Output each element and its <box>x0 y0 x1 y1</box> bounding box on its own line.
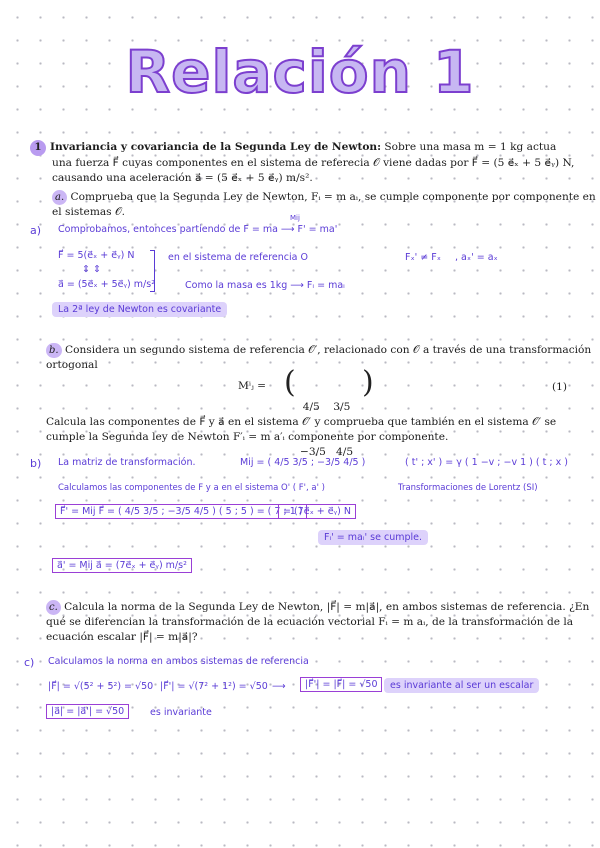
part-a-brace <box>150 250 155 292</box>
problem-heading: Invariancia y covariancia de la Segunda Ley de Newton: <box>50 141 382 153</box>
part-c-hand4: |F⃗'| = |F⃗| = √50 <box>300 677 382 692</box>
part-a-hand-far2: , aₓ' = aₓ <box>455 252 498 263</box>
part-b-text1: Considera un segundo sistema de referencia 𝒪′, relacionado con 𝒪 a través de una transformación <box>61 344 592 356</box>
part-c-hand2: |F⃗| = √(5² + 5²) = √50 <box>48 681 154 692</box>
part-b-text2: ortogonal <box>46 359 98 371</box>
part-a-hand3: a⃗ = (5e⃗ₓ + 5e⃗ᵧ) m/s² <box>58 279 155 290</box>
part-b-badge: b. <box>46 343 62 358</box>
part-a-text1: Comprueba que la Segunda Ley de Newton, Fᵢ = m aᵢ, se cumple componente por componente en <box>67 191 596 203</box>
part-a-hand-arrows: ⇕ ⇕ <box>82 264 101 275</box>
part-b-statement <box>46 343 592 373</box>
part-a-hand-right2: Como la masa es 1kg ⟶ Fᵢ = maᵢ <box>185 280 345 291</box>
part-a-hand1: Comprobamos, entonces partiendo de F = ma ⟶ F' = ma' <box>58 224 338 235</box>
part-a-text2: el sistemas 𝒪. <box>52 206 126 218</box>
part-b-text3: Calcula las componentes de F⃗ y a⃗ en el sistema 𝒪′ y comprueba que también en el sistema 𝒪′ se <box>46 416 557 428</box>
part-a-hand2: F⃗ = 5(e⃗ₓ + e⃗ᵧ) N <box>58 250 135 261</box>
part-b-hand-mij: Mij = ( 4/5 3/5 ; −3/5 4/5 ) <box>240 457 366 468</box>
equation-number: (1) <box>552 381 568 393</box>
part-b-hand4: a⃗' = Mij a⃗ = (7e⃗ₓ + e⃗ᵧ) m/s² <box>52 558 192 573</box>
part-b-hand-transform: ( t' ; x' ) = γ ( 1 −v ; −v 1 ) ( t ; x ) <box>405 457 568 468</box>
part-b-hand3-result: = (7e⃗ₓ + e⃗ᵧ) N <box>278 504 356 519</box>
part-c-hand5: es invariante al ser un escalar <box>384 678 539 693</box>
matrix-row1: 4/5 3/5 <box>302 401 351 413</box>
part-a-statement <box>52 190 596 220</box>
part-c-arrow: ⟶ <box>272 681 286 692</box>
part-c-text3: ecuación escalar |F⃗| = m|a⃗|? <box>46 631 198 643</box>
part-a-badge: a. <box>52 190 67 205</box>
matrix-row2: −3/5 4/5 <box>300 446 354 458</box>
problem-line2: una fuerza F⃗ cuyas componentes en el sistema de referecia 𝒪 viene dadas por F⃗ = (5 e⃗ₓ + 5 e⃗ᵧ) N, <box>52 157 575 169</box>
part-c-hand6: |a⃗| = |a⃗'| = √50 <box>46 704 129 719</box>
part-a-highlight: La 2ª ley de Newton es covariante <box>52 302 227 317</box>
part-a-hand-far1: Fₓ' ≠ Fₓ <box>405 252 441 263</box>
part-b-hand2: Calculamos las componentes de F y a en el sistema O' ( F', a' ) <box>58 483 325 493</box>
matrix-right-paren: ) <box>362 365 374 400</box>
part-c-hand3: |F⃗'| = √(7² + 1²) = √50 <box>160 681 268 692</box>
page-title: Relación 1 <box>125 38 475 106</box>
part-c-text1: Calcula la norma de la Segunda Ley de Newton, |F⃗| = m|a⃗|, en ambos sistemas de referencia. ¿En <box>60 601 590 613</box>
part-c-badge: c. <box>46 600 61 615</box>
part-c-text2: qué se diferencian la transformación de la ecuación vectorial Fᵢ = m aᵢ, de la transformación de la <box>46 616 574 628</box>
part-b-hand1: La matriz de transformación. <box>58 457 196 468</box>
part-b-statement-2 <box>46 415 576 445</box>
part-b-hand-label: b) <box>30 457 42 470</box>
part-b-hand-lorentz: Transformaciones de Lorentz (SI) <box>398 483 538 493</box>
part-b-text4: cumple la Segunda ley de Newton F′ᵢ = m a′ᵢ componente por componente. <box>46 431 449 443</box>
problem-statement <box>30 140 575 186</box>
problem-line3: causando una aceleración a⃗ = (5 e⃗ₓ + 5 e⃗ᵧ) m/s². <box>52 172 313 184</box>
part-b-hand3: F⃗' = Mij F⃗ = ( 4/5 3/5 ; −3/5 4/5 ) ( 5 ; 5 ) = ( 7 ; 1 ) <box>55 504 307 519</box>
matrix-left-paren: ( <box>284 365 296 400</box>
part-a-hand-mij: Mij <box>290 214 300 222</box>
matrix-label: Mⁱⱼ = <box>238 380 267 392</box>
part-a-hand-right1: en el sistema de referencia O <box>168 252 308 263</box>
problem-line1: Sobre una masa m = 1 kg actua <box>381 141 557 153</box>
part-c-hand-label: c) <box>24 656 35 669</box>
part-c-statement <box>46 600 590 645</box>
problem-number-badge: 1 <box>30 140 46 156</box>
part-b-hand-check: Fᵢ' = maᵢ' se cumple. <box>318 530 428 545</box>
part-a-hand-label: a) <box>30 224 42 237</box>
part-c-hand7: es invariante <box>150 707 212 718</box>
part-c-hand1: Calculamos la norma en ambos sistemas de referencia <box>48 656 309 667</box>
